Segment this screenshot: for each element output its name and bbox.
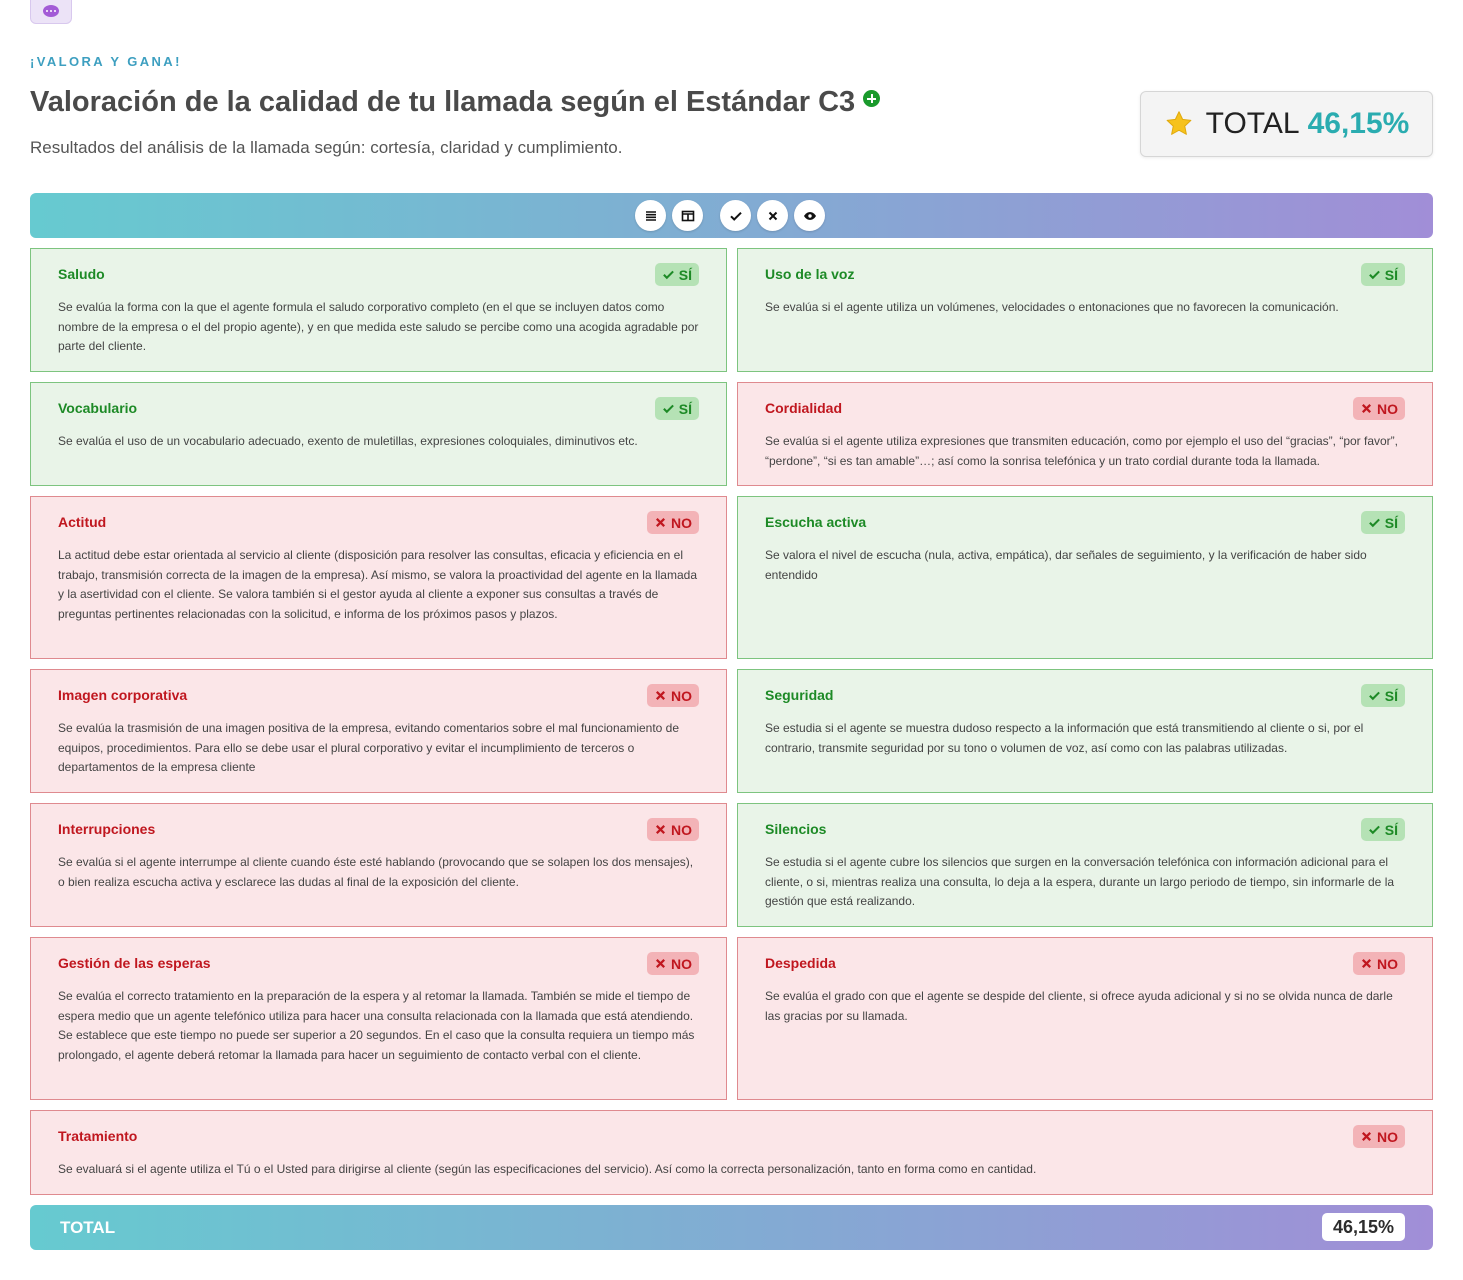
criterion-title: Seguridad	[765, 687, 834, 703]
criterion-description: Se evalúa si el agente utiliza expresiones que transmiten educación, como por ejemplo el uso del “gracias”, “por favor”, “perdone”, “si es tan amable”…; así como la sonrisa telefónica y un trato cordial durante toda la llamada.	[765, 434, 1398, 468]
star-icon	[1164, 109, 1194, 139]
criterion-description: Se valora el nivel de escucha (nula, activa, empática), dar señales de seguimiento, y la verificación de haber sido entendido	[765, 548, 1367, 582]
total-footer	[30, 1205, 1433, 1250]
criterion-title: Uso de la voz	[765, 266, 855, 282]
check-icon	[662, 402, 675, 415]
result-badge	[655, 263, 699, 286]
criterion-card-cordialidad	[737, 382, 1433, 486]
check-icon	[1368, 268, 1381, 281]
criterion-description: La actitud debe estar orientada al servicio al cliente (disposición para resolver las consultas, eficacia y eficiencia en el trabajo, transmisión correcta de la imagen de la empresa). Así mismo, se valora la proactividad del agente en la llamada y la asertividad con el cliente. Se valora también si el gestor ayuda al cliente a exponer sus consultas a través de preguntas pertinentes relacionadas con la solicitud, e informa de los próximos pasos y plazos.	[58, 548, 697, 621]
list-icon	[644, 209, 658, 223]
result-text: NO	[1377, 1128, 1398, 1145]
result-badge	[1361, 818, 1405, 841]
criterion-description: Se estudia si el agente cubre los silencios que surgen en la conversación telefónica con información adicional para el cliente, o si, mientras realiza una consulta, lo deja a la espera, durante un largo periodo de tiempo, sin informarle de la gestión que está realizando.	[765, 855, 1395, 908]
criterion-card-actitud	[30, 496, 727, 659]
plus-circle-icon[interactable]	[863, 90, 880, 107]
columns-icon	[681, 209, 695, 223]
criterion-title: Escucha activa	[765, 514, 867, 530]
result-text: NO	[671, 687, 692, 704]
criterion-card-saludo	[30, 248, 727, 372]
eye-icon	[803, 209, 817, 223]
result-badge	[1353, 397, 1405, 420]
criterion-title: Vocabulario	[58, 400, 138, 416]
filter-toolbar	[30, 193, 1433, 238]
result-text: SÍ	[1384, 821, 1398, 838]
criterion-card-imagen-corporativa	[30, 669, 727, 793]
criterion-card-uso-de-la-voz	[737, 248, 1433, 372]
result-badge	[1361, 263, 1405, 286]
criterion-card-escucha-activa	[737, 496, 1433, 659]
criterion-title: Tratamiento	[58, 1128, 138, 1144]
criterion-title: Cordialidad	[765, 400, 843, 416]
result-badge	[1353, 1125, 1405, 1148]
close-icon	[654, 957, 667, 970]
result-badge	[655, 397, 699, 420]
show-no-button[interactable]	[757, 200, 788, 231]
criterion-title: Saludo	[58, 266, 105, 282]
criterion-description: Se evalúa la forma con la que el agente formula el saludo corporativo completo (en el que se incluyen datos como nombre de la empresa o el del propio agente), y en que medida este saludo se percibe como una acogida agradable por parte del cliente.	[58, 300, 699, 353]
criterion-card-despedida	[737, 937, 1433, 1100]
result-text: NO	[671, 955, 692, 972]
result-text: NO	[671, 821, 692, 838]
page-title	[30, 86, 880, 119]
total-label: TOTAL	[1205, 107, 1300, 140]
close-icon	[654, 689, 667, 702]
chat-bubble-icon	[43, 5, 59, 17]
result-text: NO	[1377, 400, 1398, 417]
check-icon	[729, 209, 743, 223]
criterion-description: Se evalúa el grado con que el agente se despide del cliente, si ofrece ayuda adicional y si no se olvida nunca de darle las gracias por su llamada.	[765, 989, 1393, 1023]
criterion-title: Gestión de las esperas	[58, 955, 211, 971]
footer-total-value: 46,15%	[1322, 1213, 1405, 1241]
page-title-text: Valoración de la calidad de tu llamada según el Estándar C3	[30, 86, 856, 118]
criterion-card-tratamiento	[30, 1110, 1433, 1195]
result-text: SÍ	[1384, 266, 1398, 283]
chat-button[interactable]	[30, 0, 72, 24]
result-text: SÍ	[1384, 514, 1398, 531]
close-icon	[1360, 1130, 1373, 1143]
close-icon	[766, 209, 780, 223]
criterion-card-silencios	[737, 803, 1433, 927]
result-badge	[1353, 952, 1405, 975]
check-icon	[1368, 516, 1381, 529]
criterion-card-interrupciones	[30, 803, 727, 927]
total-score-box	[1140, 91, 1433, 157]
close-icon	[1360, 957, 1373, 970]
page-subtitle: Resultados del análisis de la llamada según: cortesía, claridad y cumplimiento.	[30, 138, 623, 157]
check-icon	[662, 268, 675, 281]
criterion-description: Se evalúa la trasmisión de una imagen positiva de la empresa, evitando comentarios sobre el mal funcionamiento de equipos, procedimientos. Para ello se debe usar el plural corporativo y evitar el incumplimiento de terceros o departamentos de la empresa cliente	[58, 721, 680, 774]
result-badge	[647, 511, 699, 534]
check-icon	[1368, 689, 1381, 702]
criterion-description: Se evalúa si el agente interrumpe al cliente cuando éste esté hablando (provocando que se solapen los dos mensajes), o bien realiza escucha activa y esclarece las dudas al final de la exposición del cliente.	[58, 855, 694, 889]
grid-view-button[interactable]	[672, 200, 703, 231]
show-yes-button[interactable]	[720, 200, 751, 231]
list-view-button[interactable]	[635, 200, 666, 231]
criterion-title: Interrupciones	[58, 821, 156, 837]
criterion-title: Imagen corporativa	[58, 687, 188, 703]
show-all-button[interactable]	[794, 200, 825, 231]
result-text: NO	[671, 514, 692, 531]
check-icon	[1368, 823, 1381, 836]
criterion-description: Se evaluará si el agente utiliza el Tú o el Usted para dirigirse al cliente (según las especificaciones del servicio). Así como la correcta personalización, tanto en forma como en cantidad.	[58, 1162, 1037, 1176]
eyebrow-text: ¡VALORA Y GANA!	[30, 54, 182, 69]
close-icon	[654, 516, 667, 529]
criterion-description: Se evalúa si el agente utiliza un volúmenes, velocidades o entonaciones que no favorecen la comunicación.	[765, 300, 1339, 314]
result-badge	[1361, 511, 1405, 534]
criterion-description: Se estudia si el agente se muestra dudoso respecto a la información que está transmitiendo al cliente o si, por el contrario, transmite seguridad por su tono o volumen de voz, así como con las palabras utilizadas.	[765, 721, 1364, 755]
result-badge	[647, 818, 699, 841]
close-icon	[654, 823, 667, 836]
result-text: SÍ	[678, 266, 692, 283]
criterion-title: Despedida	[765, 955, 836, 971]
footer-total-label: TOTAL	[60, 1218, 116, 1237]
close-icon	[1360, 402, 1373, 415]
result-text: SÍ	[1384, 687, 1398, 704]
result-text: SÍ	[678, 400, 692, 417]
criterion-title: Silencios	[765, 821, 827, 837]
criterion-card-vocabulario	[30, 382, 727, 486]
result-text: NO	[1377, 955, 1398, 972]
criterion-card-gestion-de-las-esperas	[30, 937, 727, 1100]
result-badge	[1361, 684, 1405, 707]
result-badge	[647, 684, 699, 707]
total-value: 46,15%	[1307, 107, 1410, 140]
criterion-card-seguridad	[737, 669, 1433, 793]
result-badge	[647, 952, 699, 975]
criterion-title: Actitud	[58, 514, 107, 530]
criterion-description: Se evalúa el uso de un vocabulario adecuado, exento de muletillas, expresiones coloquiales, diminutivos etc.	[58, 434, 638, 448]
criterion-description: Se evalúa el correcto tratamiento en la preparación de la espera y al retomar la llamada. También se mide el tiempo de espera medio que un agente telefónico utiliza para hacer una consulta relacionada con la llamada que está atendiendo. Se establece que este tiempo no puede ser superior a 20 segundos. En el caso que la consulta requiera un tiempo más prolongado, el agente deberá retomar la llamada para hacer un seguimiento de contacto verbal con el cliente.	[58, 989, 695, 1062]
